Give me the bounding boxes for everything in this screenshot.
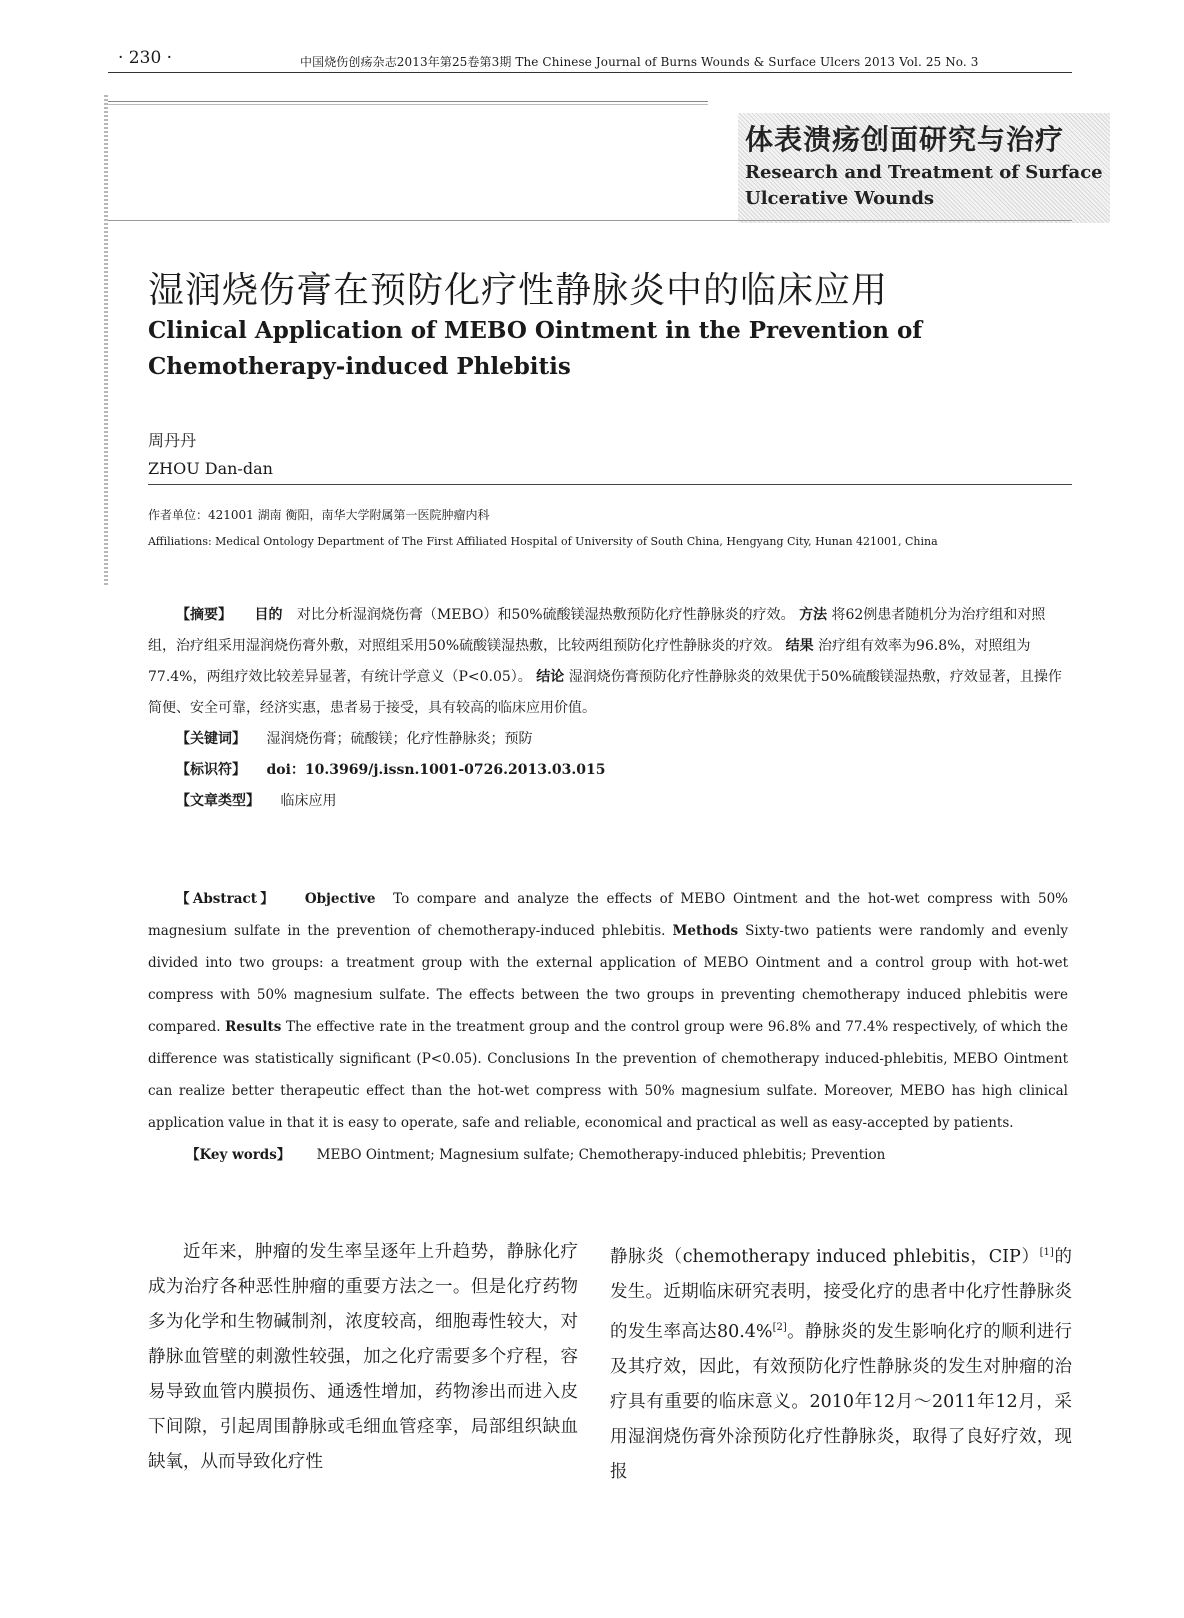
running-head: 中国烧伤创疡杂志2013年第25卷第3期 The Chinese Journal of Burns Wounds & Surface Ulcers 2013 Vol. 25 No. 3	[300, 55, 979, 69]
methods-label-en: Methods	[672, 923, 739, 939]
conclusion-label-zh: 结论	[536, 669, 565, 685]
results-en: The effective rate in the treatment group and the control group were 96.8% and 77.4% respectively, of which the difference was statistically significant (P<0.05). Conclusions In the prevention of chemotherapy induced-phlebitis, MEBO Ointment can realize better therapeutic effect than the hot-wet compress with 50% magnesium sulfate. Moreover, MEBO has high clinical application value in that it is easy to operate, safe and reliable, economical and practical as well as easy-accepted by patients.	[148, 1019, 1068, 1131]
keywords-en-line	[186, 1139, 1068, 1171]
results-zh: 治疗组有效率为96.8%，对照组为77.4%，两组疗效比较差异显著，有统计学意义（P<0.05）。	[148, 638, 1031, 685]
objective-zh: 对比分析湿润烧伤膏（MEBO）和50%硫酸镁湿热敷预防化疗性静脉炎的疗效。	[296, 607, 795, 623]
section-tag-en: Research and Treatment of Surface Ulcerative Wounds	[745, 162, 1103, 209]
abstract-en-body	[148, 883, 1068, 1139]
doi-label: 【标识符】	[176, 762, 246, 778]
section-divider	[108, 220, 1072, 221]
body-column-right	[610, 1235, 1072, 1490]
body-right-part-2: 的发生。近期临床研究表明，接受化疗的患者中化疗性静脉炎的发生率高达80.4%	[610, 1246, 1072, 1342]
article-type-line	[176, 786, 1068, 817]
body-paragraph-left: 近年来，肿瘤的发生率呈逐年上升趋势，静脉化疗成为治疗各种恶性肿瘤的重要方法之一。但是化疗药物多为化学和生物碱制剂，浓度较高，细胞毒性较大，对静脉血管壁的刺激性较强，加之化疗需要多个疗程，容易导致血管内膜损伤、通透性增加，药物渗出而进入皮下间隙，引起周围静脉或毛细血管痉挛，局部组织缺血缺氧，从而导致化疗性	[148, 1242, 578, 1472]
methods-zh: 将62例患者随机分为治疗组和对照组，治疗组采用湿润烧伤膏外敷，对照组采用50%硫酸镁湿热敷，比较两组预防化疗性静脉炎的疗效。	[148, 607, 1046, 654]
header-rule	[108, 72, 1072, 73]
body-right-part-1: 静脉炎（chemotherapy induced phlebitis，CIP）	[610, 1246, 1040, 1267]
body-column-left	[148, 1235, 578, 1480]
body-right-part-3: 。静脉炎的发生影响化疗的顺利进行及其疗效，因此，有效预防化疗性静脉炎的发生对肿瘤的治疗具有重要的临床意义。2010年12月～2011年12月，采用湿润烧伤膏外涂预防化疗性静脉炎，取得了良好疗效，现报	[610, 1321, 1073, 1482]
author-en: ZHOU Dan-dan	[148, 459, 273, 478]
methods-label-zh: 方法	[799, 607, 828, 623]
doi-value: doi：10.3969/j.issn.1001-0726.2013.03.015	[266, 762, 606, 778]
abstract-zh-label: 【摘要】	[176, 607, 232, 623]
methods-en: Sixty-two patients were randomly and evenly divided into two groups: a treatment group with the external application of MEBO Ointment and a control group with hot-wet compress with 50% magnesium sulfate. The effects between the two groups in preventing chemotherapy induced phlebitis were compared.	[148, 923, 1069, 1035]
keywords-en: MEBO Ointment; Magnesium sulfate; Chemotherapy-induced phlebitis; Prevention	[316, 1147, 886, 1163]
title-zh: 湿润烧伤膏在预防化疗性静脉炎中的临床应用	[148, 270, 889, 311]
keywords-zh: 湿润烧伤膏；硫酸镁；化疗性静脉炎；预防	[266, 731, 533, 747]
reference-2: [2]	[772, 1321, 787, 1333]
affiliation-zh: 作者单位：421001 湖南 衡阳，南华大学附属第一医院肿瘤内科	[148, 508, 490, 522]
page-number: · 230 ·	[118, 48, 173, 68]
title-en: Clinical Application of MEBO Ointment in the Prevention of Chemotherapy-induced Phlebitis	[148, 317, 923, 380]
abstract-en	[148, 883, 1068, 1171]
keywords-zh-line	[176, 724, 1068, 755]
affiliation-en: Affiliations: Medical Ontology Department of The First Affiliated Hospital of University of South China, Hengyang City, Hunan 421001, China	[148, 535, 938, 548]
top-divider-thin	[108, 104, 708, 105]
results-label-en: Results	[225, 1019, 282, 1035]
body-paragraph-right	[610, 1235, 1072, 1490]
top-divider	[108, 101, 708, 102]
abstract-zh-body	[148, 600, 1068, 724]
affiliation-rule	[148, 484, 1072, 485]
author-zh: 周丹丹	[148, 431, 197, 450]
abstract-zh	[148, 600, 1068, 817]
article-type-label: 【文章类型】	[176, 793, 260, 809]
objective-en: To compare and analyze the effects of MEBO Ointment and the hot-wet compress with 50% magnesium sulfate in the prevention of chemotherapy-induced phlebitis.	[148, 891, 1068, 939]
results-label-zh: 结果	[785, 638, 814, 654]
doi-line	[176, 755, 1068, 786]
keywords-label-en: 【Key words】	[186, 1147, 291, 1163]
abstract-en-label: 【Abstract】	[176, 891, 278, 907]
section-tag-zh: 体表溃疡创面研究与治疗	[745, 123, 1065, 156]
scan-edge-dots	[104, 95, 108, 585]
keywords-label-zh: 【关键词】	[176, 731, 246, 747]
reference-1: [1]	[1039, 1247, 1054, 1258]
objective-label-en: Objective	[304, 891, 376, 907]
objective-label-zh: 目的	[254, 607, 283, 623]
conclusion-zh: 湿润烧伤膏预防化疗性静脉炎的效果优于50%硫酸镁湿热敷，疗效显著，且操作简便、安全可靠，经济实惠，患者易于接受，具有较高的临床应用价值。	[148, 669, 1062, 716]
article-type-value: 临床应用	[280, 793, 337, 809]
